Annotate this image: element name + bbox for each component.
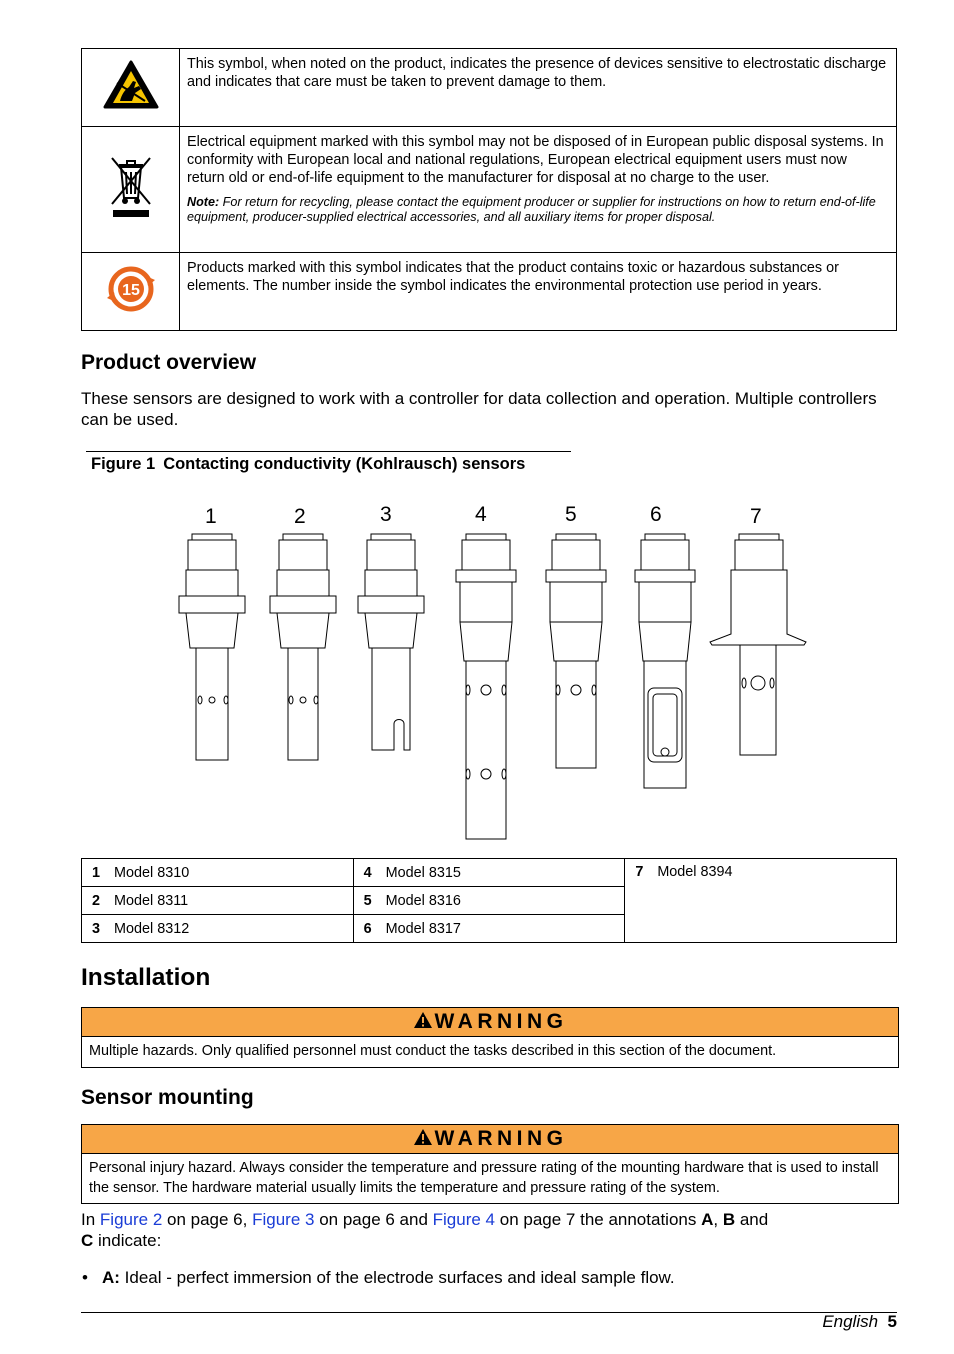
bullet-marker: • [82,1268,88,1287]
intro-text: , [713,1210,723,1229]
warning-title: WARNING [434,1010,568,1033]
legend-number: 7 [635,864,644,880]
weee-text: Electrical equipment marked with this symbol may not be disposed of in European public disposal systems. In conformity with European local and national regulations, European electrical equipment users must now return old or end-of-life equipment to the manufacturer for disposal at no charge to the user. [187,134,884,186]
sensor-6-drawing [635,534,695,788]
legend-label: Model 8317 [385,920,461,937]
legend-item [625,859,897,943]
footer-rule [81,1312,897,1313]
annotation-b: B [722,1210,736,1229]
intro-text: In [81,1210,100,1229]
legend-row [82,859,897,887]
symbol-cell [82,253,180,331]
bullet-item [82,1267,882,1288]
legend-item [353,887,625,915]
intro-text: indicate: [93,1231,162,1250]
legend-number: 2 [92,892,101,909]
note [187,195,888,225]
legend-label: Model 8394 [657,864,733,880]
legend-number: 3 [92,920,101,937]
warning-text: Personal injury hazard. Always consider the temperature and pressure rating of the mounting hardware that is used to install the sensor. The hardware material usually limits the temperature and pressure rating of the system. [89,1160,879,1196]
installation-warning-box [81,1007,899,1068]
warning-triangle-icon [413,1128,433,1146]
legend-label: Model 8312 [114,920,190,937]
callout-3: 3 [380,503,392,526]
legend-label: Model 8310 [114,864,190,881]
warning-title: WARNING [434,1127,568,1150]
symbols-table [81,48,897,331]
intro-text: on page 6 and [314,1210,433,1229]
figure-2-link[interactable]: Figure 2 [99,1210,163,1229]
page-footer [822,1312,897,1332]
efup-number: 15 [121,282,140,299]
legend-item [353,915,625,943]
callout-1: 1 [205,505,217,528]
figure-4-link[interactable]: Figure 4 [432,1210,496,1229]
installation-heading: Installation [81,964,211,991]
legend-label: Model 8311 [114,892,189,909]
product-overview-heading: Product overview [81,351,257,374]
note-text: For return for recycling, please contact the equipment producer or supplier for instructions on how to return end-of-life equipment, producer-supplied electrical accessories, and all auxiliary items for proper disposal. [187,195,876,224]
sensor-3-drawing [358,534,424,750]
intro-text: and [735,1210,769,1229]
symbol-description: Products marked with this symbol indicates that the product contains toxic or hazardous substances or elements. The number inside the symbol indicates the environmental protection use period in years. [180,253,897,331]
warning-text: Multiple hazards. Only qualified personnel must conduct the tasks described in this section of the document. [89,1043,777,1059]
figure-label: Figure 1 [91,455,156,473]
figure-rule [86,451,571,452]
callout-4: 4 [475,503,487,526]
footer-language: English [822,1312,879,1331]
symbol-cell [82,49,180,127]
annotation-c: C [81,1231,94,1250]
legend-item [82,915,354,943]
legend-item [353,859,625,887]
product-overview-text: These sensors are designed to work with a controller for data collection and operation. Multiple controllers can be used. [81,389,877,429]
legend-item [82,887,354,915]
symbol-row [82,127,897,253]
figure-legend-table [81,858,897,943]
sensor-mounting-warning-box [81,1124,899,1204]
sensor-1-drawing [179,534,245,760]
bullet-label: A: [102,1268,120,1287]
annotations-intro [81,1209,871,1251]
intro-text: on page 6, [162,1210,253,1229]
legend-item [82,859,354,887]
legend-number: 1 [92,864,101,881]
symbol-description [180,127,897,253]
symbol-row [82,253,897,331]
sensors-illustration [150,496,830,846]
callout-7: 7 [750,505,762,528]
legend-number: 4 [363,864,372,881]
intro-text: on page 7 the annotations [495,1210,702,1229]
callout-2: 2 [294,505,306,528]
figure-caption: Contacting conductivity (Kohlrausch) sensors [163,455,526,473]
warning-triangle-icon [413,1011,433,1029]
legend-label: Model 8316 [385,892,461,909]
esd-warning-icon [102,59,160,111]
sensor-mounting-heading: Sensor mounting [81,1086,254,1109]
sensor-5-drawing [546,534,606,768]
figure-3-link[interactable]: Figure 3 [252,1210,315,1229]
symbol-row [82,49,897,127]
warning-header [82,1008,898,1037]
callout-5: 5 [565,503,577,526]
bullet-text: Ideal - perfect immersion of the electrode surfaces and ideal sample flow. [119,1268,675,1287]
efup-15-icon [106,266,156,312]
sensor-2-drawing [270,534,336,760]
warning-header [82,1125,898,1154]
note-label: Note: [187,195,220,209]
sensor-7-drawing [710,534,806,755]
legend-label: Model 8315 [385,864,461,881]
callout-6: 6 [650,503,662,526]
figure-title [91,455,525,474]
sensor-4-drawing [456,534,516,839]
page-number: 5 [887,1312,897,1331]
symbol-description: This symbol, when noted on the product, indicates the presence of devices sensitive to electrostatic discharge and indicates that care must be taken to prevent damage to them. [180,49,897,127]
annotation-a: A [701,1210,714,1229]
legend-number: 5 [363,892,372,909]
weee-crossed-bin-icon [106,152,156,222]
legend-number: 6 [363,920,372,937]
symbol-cell [82,127,180,253]
